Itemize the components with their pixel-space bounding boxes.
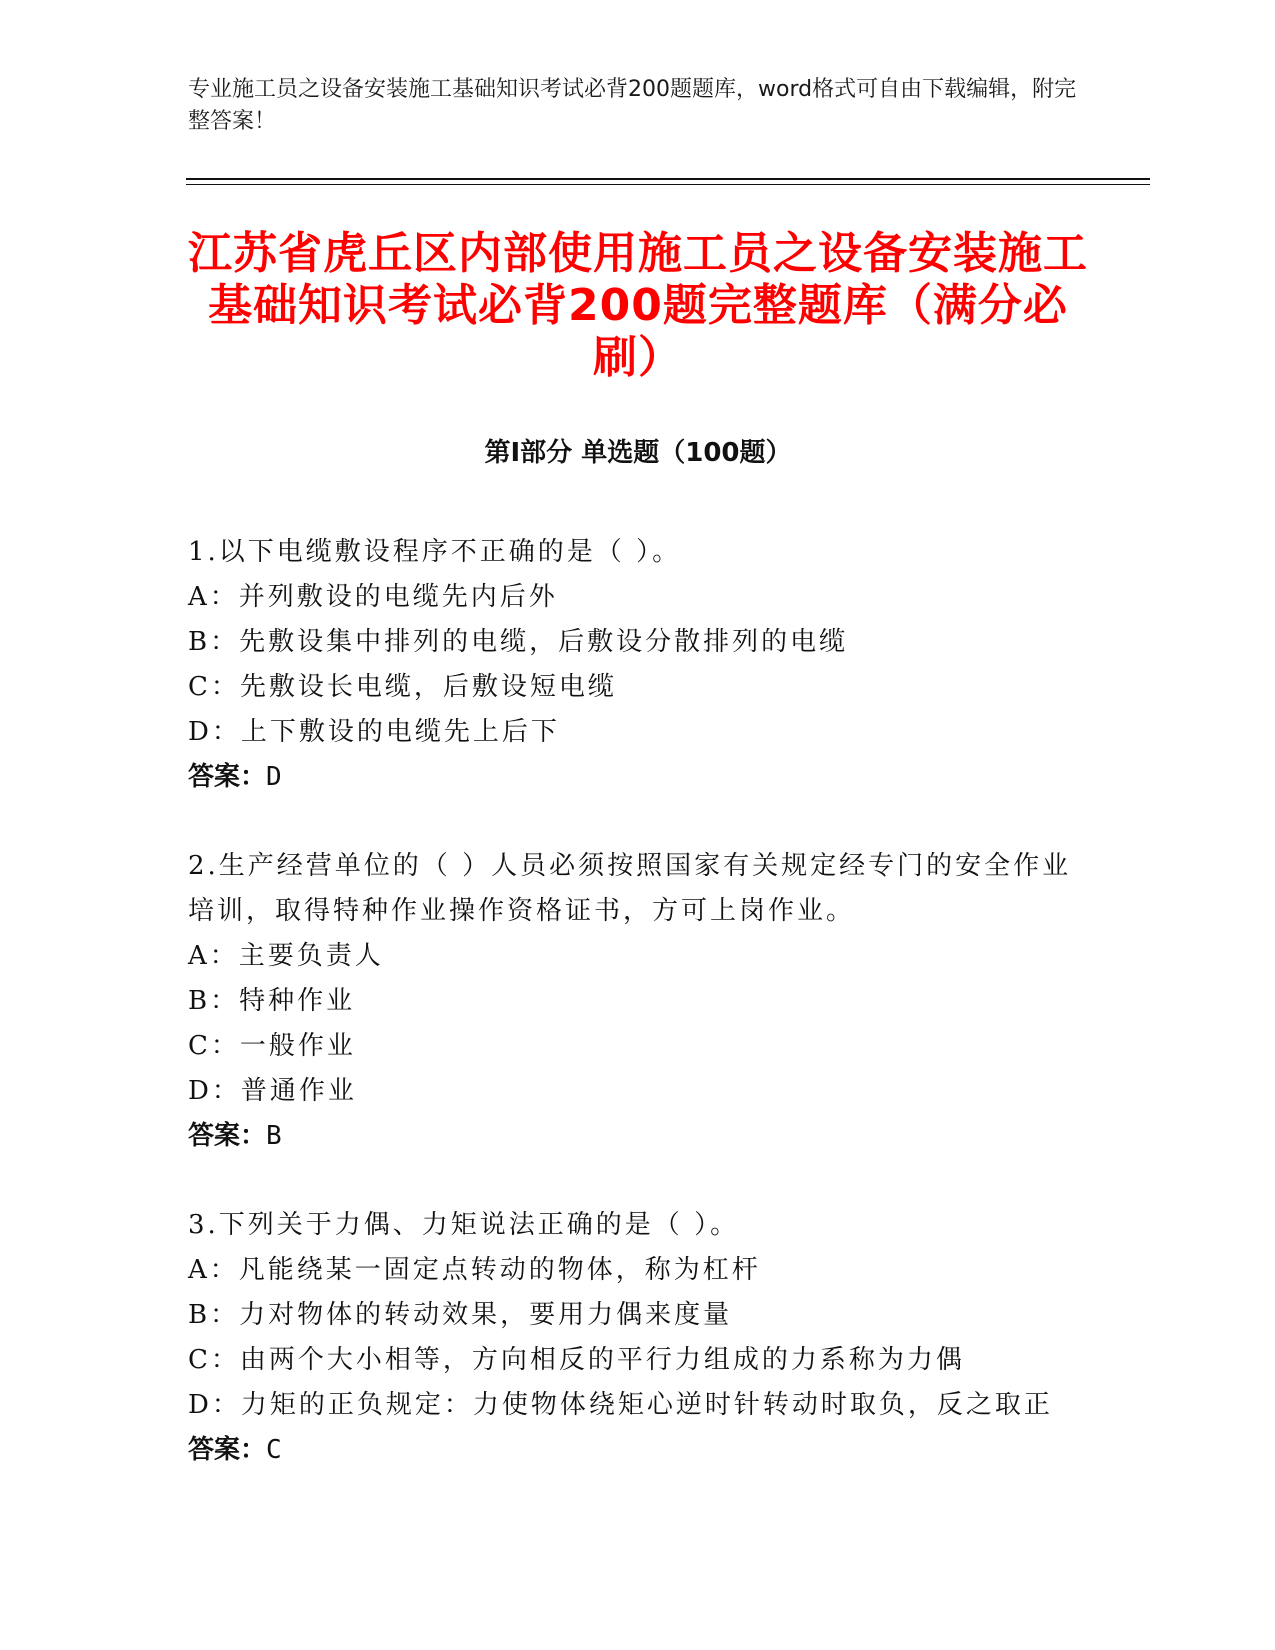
answer-line — [188, 755, 1088, 800]
header-rule-thick — [186, 178, 1150, 180]
option-b: B：力对物体的转动效果，要用力偶来度量 — [188, 1300, 733, 1330]
question-stem: 3.下列关于力偶、力矩说法正确的是（ ）。 — [188, 1210, 740, 1240]
answer-label: 答案： — [188, 762, 267, 792]
option-d: D：力矩的正负规定：力使物体绕矩心逆时针转动时取负，反之取正 — [188, 1390, 1053, 1420]
answer-line — [188, 1428, 1088, 1473]
option-b: B：先敷设集中排列的电缆，后敷设分散排列的电缆 — [188, 627, 849, 657]
option-c: C：先敷设长电缆，后敷设短电缆 — [188, 672, 617, 702]
question-list — [188, 530, 1088, 1517]
option-a: A：主要负责人 — [188, 941, 384, 971]
question-stem: 2.生产经营单位的（ ）人员必须按照国家有关规定经专门的安全作业培训，取得特种作业操作资格证书，方可上岗作业。 — [188, 851, 1072, 926]
question-2 — [188, 844, 1088, 1159]
option-c: C：一般作业 — [188, 1031, 356, 1061]
answer-value: D — [266, 762, 282, 792]
option-d: D：上下敷设的电缆先上后下 — [188, 717, 560, 747]
answer-label: 答案： — [188, 1435, 267, 1465]
answer-value: B — [266, 1121, 282, 1151]
question-stem: 1.以下电缆敷设程序不正确的是（ ）。 — [188, 537, 682, 567]
answer-line — [188, 1114, 1088, 1159]
header-rule-thin — [186, 184, 1150, 185]
answer-value: C — [266, 1435, 282, 1465]
header-note: 专业施工员之设备安装施工基础知识考试必背200题题库，word格式可自由下载编辑，附完整答案！ — [188, 77, 1077, 134]
document-title: 江苏省虎丘区内部使用施工员之设备安装施工基础知识考试必背200题完整题库（满分必刷） — [188, 228, 1088, 383]
option-a: A：凡能绕某一固定点转动的物体，称为杠杆 — [188, 1255, 761, 1285]
option-d: D：普通作业 — [188, 1076, 357, 1106]
question-1 — [188, 530, 1088, 800]
option-c: C：由两个大小相等，方向相反的平行力组成的力系称为力偶 — [188, 1345, 965, 1375]
option-a: A：并列敷设的电缆先内后外 — [188, 582, 558, 612]
section-title: 第I部分 单选题（100题） — [484, 438, 792, 468]
answer-label: 答案： — [188, 1121, 267, 1151]
question-3 — [188, 1203, 1088, 1473]
option-b: B：特种作业 — [188, 986, 356, 1016]
